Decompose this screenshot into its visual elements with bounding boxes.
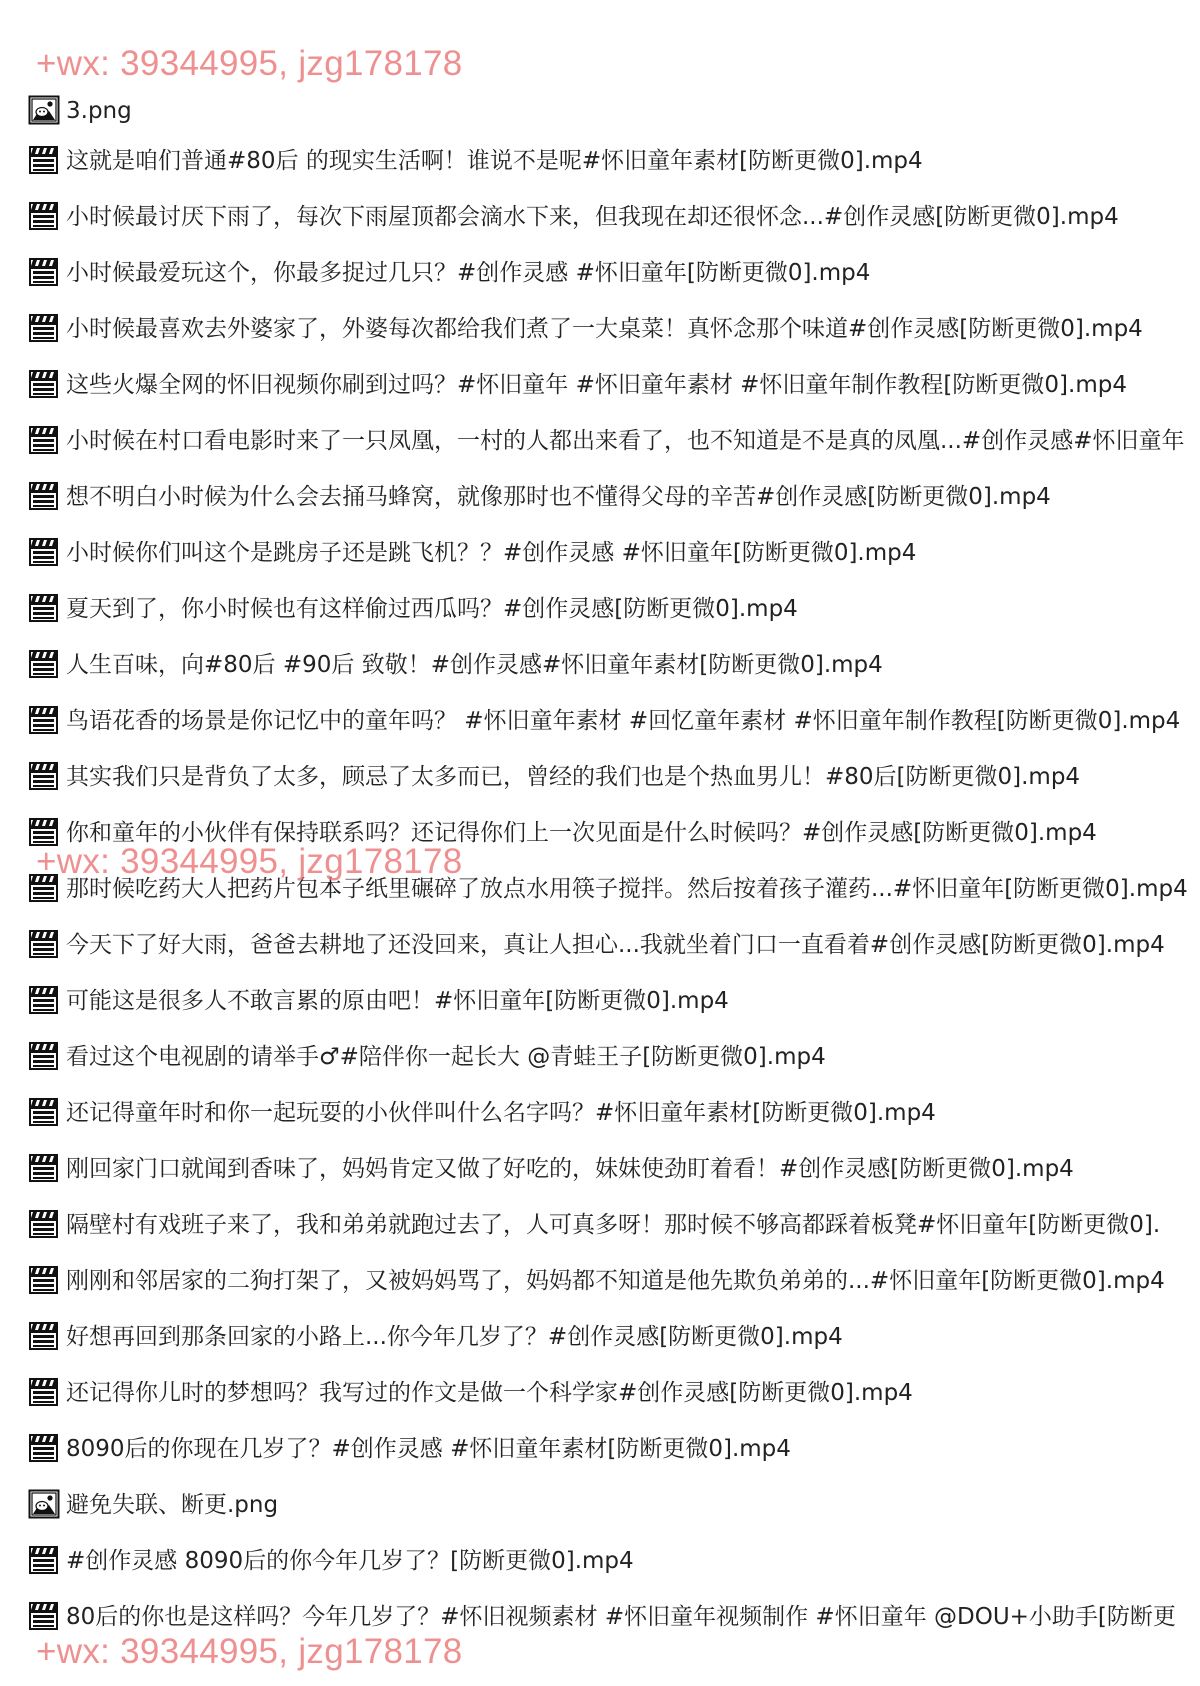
file-name: 人生百味，向#80后 #90后 致敬！#创作灵感#怀旧童年素材[防断更微0].mp4 [66, 652, 883, 678]
watermark-bottom: +wx: 39344995, jzg178178 [36, 1632, 463, 1671]
file-list-item[interactable] [28, 1477, 1200, 1533]
file-list-item[interactable] [28, 357, 1200, 413]
file-name: 小时候最喜欢去外婆家了，外婆每次都给我们煮了一大桌菜！真怀念那个味道#创作灵感[防断更微0].mp4 [66, 316, 1143, 342]
file-list-item[interactable] [28, 525, 1200, 581]
file-name: 还记得童年时和你一起玩耍的小伙伴叫什么名字吗？#怀旧童年素材[防断更微0].mp4 [66, 1100, 936, 1126]
video-clapperboard-icon [28, 1544, 62, 1578]
video-clapperboard-icon [28, 648, 62, 682]
file-name: 小时候最讨厌下雨了，每次下雨屋顶都会滴水下来，但我现在却还很怀念...#创作灵感[防断更微0].mp4 [66, 204, 1119, 230]
file-name: 可能这是很多人不敢言累的原由吧！#怀旧童年[防断更微0].mp4 [66, 988, 729, 1014]
file-list-item[interactable] [28, 1085, 1200, 1141]
file-name: 3.png [66, 98, 132, 124]
video-clapperboard-icon [28, 368, 62, 402]
video-clapperboard-icon [28, 928, 62, 962]
video-clapperboard-icon [28, 1264, 62, 1298]
video-clapperboard-icon [28, 1096, 62, 1130]
file-name: 刚刚和邻居家的二狗打架了，又被妈妈骂了，妈妈都不知道是他先欺负弟弟的...#怀旧童年[防断更微0].mp4 [66, 1268, 1165, 1294]
file-list-item[interactable] [28, 469, 1200, 525]
file-list-item[interactable] [28, 1253, 1200, 1309]
video-clapperboard-icon [28, 1040, 62, 1074]
file-list-item[interactable] [28, 637, 1200, 693]
video-clapperboard-icon [28, 536, 62, 570]
image-file-icon [28, 1488, 62, 1522]
file-list-item[interactable] [28, 301, 1200, 357]
file-list-item[interactable] [28, 1141, 1200, 1197]
file-name: 隔壁村有戏班子来了，我和弟弟就跑过去了，人可真多呀！那时候不够高都踩着板凳#怀旧童年[防断更微0]. [66, 1212, 1161, 1238]
file-name: 8090后的你现在几岁了？#创作灵感 #怀旧童年素材[防断更微0].mp4 [66, 1436, 791, 1462]
video-clapperboard-icon [28, 312, 62, 346]
file-list-item[interactable] [28, 1309, 1200, 1365]
file-name: 这就是咱们普通#80后 的现实生活啊！谁说不是呢#怀旧童年素材[防断更微0].mp4 [66, 148, 923, 174]
file-name: 还记得你儿时的梦想吗？我写过的作文是做一个科学家#创作灵感[防断更微0].mp4 [66, 1380, 913, 1406]
video-clapperboard-icon [28, 144, 62, 178]
file-name: 小时候在村口看电影时来了一只凤凰，一村的人都出来看了，也不知道是不是真的凤凰...#创作灵感#怀旧童年 [66, 428, 1185, 454]
image-file-icon [28, 94, 62, 128]
video-clapperboard-icon [28, 760, 62, 794]
video-clapperboard-icon [28, 816, 62, 850]
file-name: 你和童年的小伙伴有保持联系吗？还记得你们上一次见面是什么时候吗？#创作灵感[防断更微0].mp4 [66, 820, 1097, 846]
file-list-item[interactable] [28, 917, 1200, 973]
video-clapperboard-icon [28, 480, 62, 514]
video-clapperboard-icon [28, 200, 62, 234]
file-list-item[interactable] [28, 693, 1200, 749]
file-name: 小时候最爱玩这个，你最多捉过几只？#创作灵感 #怀旧童年[防断更微0].mp4 [66, 260, 871, 286]
file-list-item[interactable] [28, 805, 1200, 861]
file-list-item[interactable] [28, 749, 1200, 805]
video-clapperboard-icon [28, 1600, 62, 1634]
file-list-item[interactable] [28, 1197, 1200, 1253]
file-name: 80后的你也是这样吗？今年几岁了？#怀旧视频素材 #怀旧童年视频制作 #怀旧童年 @DOU+小助手[防断更 [66, 1604, 1176, 1630]
file-list-item[interactable] [28, 581, 1200, 637]
video-clapperboard-icon [28, 592, 62, 626]
file-list-item[interactable] [28, 413, 1200, 469]
file-list-item[interactable] [28, 1029, 1200, 1085]
watermark-middle: +wx: 39344995, jzg178178 [36, 842, 463, 881]
file-name: 其实我们只是背负了太多，顾忌了太多而已，曾经的我们也是个热血男儿！#80后[防断更微0].mp4 [66, 764, 1081, 790]
file-list [28, 89, 1200, 1645]
watermark-top: +wx: 39344995, jzg178178 [36, 44, 463, 83]
video-clapperboard-icon [28, 1152, 62, 1186]
file-name: 刚回家门口就闻到香味了，妈妈肯定又做了好吃的，妹妹使劲盯着看！#创作灵感[防断更微0].mp4 [66, 1156, 1074, 1182]
file-name: 小时候你们叫这个是跳房子还是跳飞机？？#创作灵感 #怀旧童年[防断更微0].mp4 [66, 540, 917, 566]
file-list-item[interactable] [28, 861, 1200, 917]
file-name: 避免失联、断更.png [66, 1492, 279, 1518]
video-clapperboard-icon [28, 704, 62, 738]
file-list-item[interactable] [28, 1589, 1200, 1645]
file-list-item[interactable] [28, 245, 1200, 301]
video-clapperboard-icon [28, 424, 62, 458]
file-name: 看过这个电视剧的请举手♂#陪伴你一起长大 @青蛙王子[防断更微0].mp4 [66, 1044, 826, 1070]
video-clapperboard-icon [28, 984, 62, 1018]
video-clapperboard-icon [28, 872, 62, 906]
file-list-item[interactable] [28, 133, 1200, 189]
video-clapperboard-icon [28, 1208, 62, 1242]
file-list-item[interactable] [28, 973, 1200, 1029]
file-list-item[interactable] [28, 1421, 1200, 1477]
file-name: 那时候吃药大人把药片包本子纸里碾碎了放点水用筷子搅拌。然后按着孩子灌药...#怀旧童年[防断更微0].mp4 [66, 876, 1188, 902]
file-name: #创作灵感 8090后的你今年几岁了？[防断更微0].mp4 [66, 1548, 634, 1574]
video-clapperboard-icon [28, 1376, 62, 1410]
video-clapperboard-icon [28, 1432, 62, 1466]
file-list-item[interactable] [28, 1365, 1200, 1421]
video-clapperboard-icon [28, 256, 62, 290]
file-list-item[interactable] [28, 89, 1200, 133]
file-list-item[interactable] [28, 189, 1200, 245]
file-list-item[interactable] [28, 1533, 1200, 1589]
file-name: 今天下了好大雨，爸爸去耕地了还没回来，真让人担心...我就坐着门口一直看着#创作灵感[防断更微0].mp4 [66, 932, 1165, 958]
file-name: 想不明白小时候为什么会去捅马蜂窝，就像那时也不懂得父母的辛苦#创作灵感[防断更微0].mp4 [66, 484, 1051, 510]
file-name: 这些火爆全网的怀旧视频你刷到过吗？#怀旧童年 #怀旧童年素材 #怀旧童年制作教程[防断更微0].mp4 [66, 372, 1127, 398]
file-name: 鸟语花香的场景是你记忆中的童年吗？ #怀旧童年素材 #回忆童年素材 #怀旧童年制作教程[防断更微0].mp4 [66, 708, 1181, 734]
file-name: 夏天到了，你小时候也有这样偷过西瓜吗？#创作灵感[防断更微0].mp4 [66, 596, 798, 622]
file-name: 好想再回到那条回家的小路上...你今年几岁了？#创作灵感[防断更微0].mp4 [66, 1324, 843, 1350]
video-clapperboard-icon [28, 1320, 62, 1354]
